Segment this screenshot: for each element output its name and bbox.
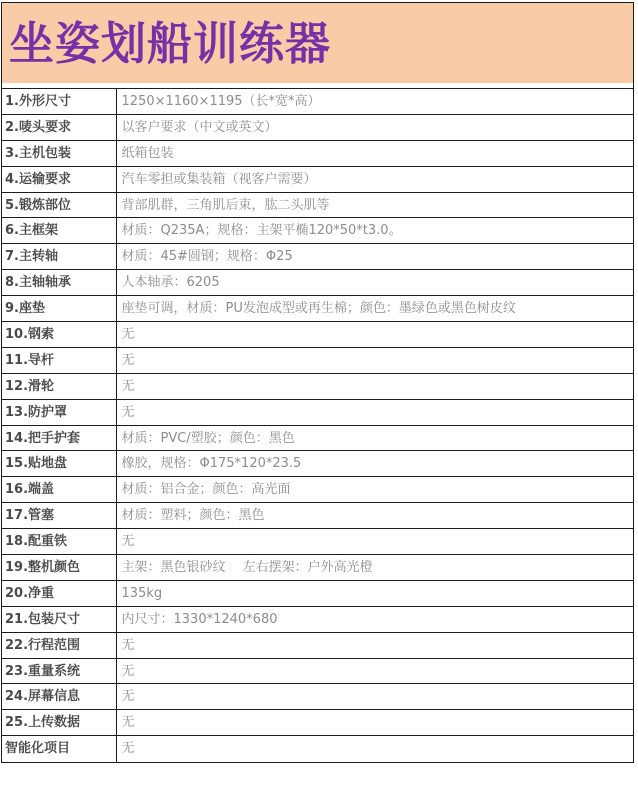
spec-row-value: 人本轴承：6205 <box>116 270 633 296</box>
spec-row-label: 5.锻炼部位 <box>2 192 116 218</box>
spec-row-label: 8.主轴轴承 <box>2 270 116 296</box>
table-row <box>2 658 633 684</box>
spec-row-value: 纸箱包装 <box>116 140 633 166</box>
table-row <box>2 166 633 192</box>
spec-row-value: 135kg <box>116 580 633 606</box>
spec-row-value: 无 <box>116 736 633 762</box>
spec-row-label: 22.行程范围 <box>2 632 116 658</box>
spec-row-value: 无 <box>116 632 633 658</box>
spec-row-value: 1250×1160×1195（长*宽*高） <box>116 89 633 115</box>
spec-row-value: 材质：45#圆钢；规格：Φ25 <box>116 244 633 270</box>
spec-row-label: 11.导杆 <box>2 347 116 373</box>
table-row <box>2 606 633 632</box>
spec-row-label: 24.屏幕信息 <box>2 684 116 710</box>
table-row <box>2 503 633 529</box>
spec-row-value: 内尺寸：1330*1240*680 <box>116 606 633 632</box>
spec-row-label: 20.净重 <box>2 580 116 606</box>
spec-row-value: 材质：Q235A；规格：主架平椭120*50*t3.0。 <box>116 218 633 244</box>
table-row <box>2 399 633 425</box>
table-row <box>2 373 633 399</box>
table-row <box>2 632 633 658</box>
table-row <box>2 477 633 503</box>
spec-row-value: 材质：塑料；颜色：黑色 <box>116 503 633 529</box>
table-row <box>2 218 633 244</box>
table-row <box>2 114 633 140</box>
table-row <box>2 140 633 166</box>
spec-row-value: 无 <box>116 710 633 736</box>
spec-row-value: 无 <box>116 322 633 348</box>
spec-row-label: 19.整机颜色 <box>2 555 116 581</box>
page-header <box>2 3 633 83</box>
spec-row-label: 12.滑轮 <box>2 373 116 399</box>
table-row <box>2 451 633 477</box>
table-row <box>2 529 633 555</box>
table-row <box>2 580 633 606</box>
spec-row-label: 10.钢索 <box>2 322 116 348</box>
spec-sheet <box>1 2 634 763</box>
table-row <box>2 347 633 373</box>
table-row <box>2 322 633 348</box>
spec-row-value: 汽车零担或集装箱（视客户需要） <box>116 166 633 192</box>
spec-row-label: 2.唛头要求 <box>2 114 116 140</box>
spec-row-label: 3.主机包装 <box>2 140 116 166</box>
spec-row-label: 14.把手护套 <box>2 425 116 451</box>
spec-row-value: 橡胶，规格：Φ175*120*23.5 <box>116 451 633 477</box>
table-row <box>2 192 633 218</box>
spec-row-value: 无 <box>116 658 633 684</box>
table-row <box>2 710 633 736</box>
table-row <box>2 296 633 322</box>
spec-row-label: 15.贴地盘 <box>2 451 116 477</box>
spec-row-label: 7.主转轴 <box>2 244 116 270</box>
spec-row-value: 背部肌群，三角肌后束，肱二头肌等 <box>116 192 633 218</box>
spec-row-label: 17.管塞 <box>2 503 116 529</box>
table-row <box>2 270 633 296</box>
table-row <box>2 244 633 270</box>
spec-row-value: 材质：PVC/塑胶；颜色：黑色 <box>116 425 633 451</box>
spec-row-label: 16.端盖 <box>2 477 116 503</box>
spec-row-label: 23.重量系统 <box>2 658 116 684</box>
spec-row-label: 智能化项目 <box>2 736 116 762</box>
table-row <box>2 684 633 710</box>
spec-row-label: 4.运输要求 <box>2 166 116 192</box>
spec-row-value: 以客户要求（中文或英文） <box>116 114 633 140</box>
table-row <box>2 89 633 115</box>
spec-table <box>2 88 633 762</box>
spec-row-label: 6.主框架 <box>2 218 116 244</box>
table-row <box>2 736 633 762</box>
spec-row-value: 无 <box>116 347 633 373</box>
spec-row-value: 无 <box>116 684 633 710</box>
spec-row-value: 座垫可调，材质：PU发泡成型或再生棉；颜色：墨绿色或黑色树皮纹 <box>116 296 633 322</box>
table-row <box>2 425 633 451</box>
spec-row-label: 21.包装尺寸 <box>2 606 116 632</box>
spec-row-label: 25.上传数据 <box>2 710 116 736</box>
spec-row-label: 18.配重铁 <box>2 529 116 555</box>
spec-row-label: 1.外形尺寸 <box>2 89 116 115</box>
table-row <box>2 555 633 581</box>
spec-row-value: 无 <box>116 399 633 425</box>
spec-row-value: 主架：黑色银砂纹 左右摆架：户外高光橙 <box>116 555 633 581</box>
spec-row-value: 无 <box>116 529 633 555</box>
spec-row-value: 无 <box>116 373 633 399</box>
spec-row-label: 13.防护罩 <box>2 399 116 425</box>
page-title: 坐姿划船训练器 <box>9 16 332 70</box>
spec-row-label: 9.座垫 <box>2 296 116 322</box>
spec-row-value: 材质：铝合金；颜色：高光面 <box>116 477 633 503</box>
